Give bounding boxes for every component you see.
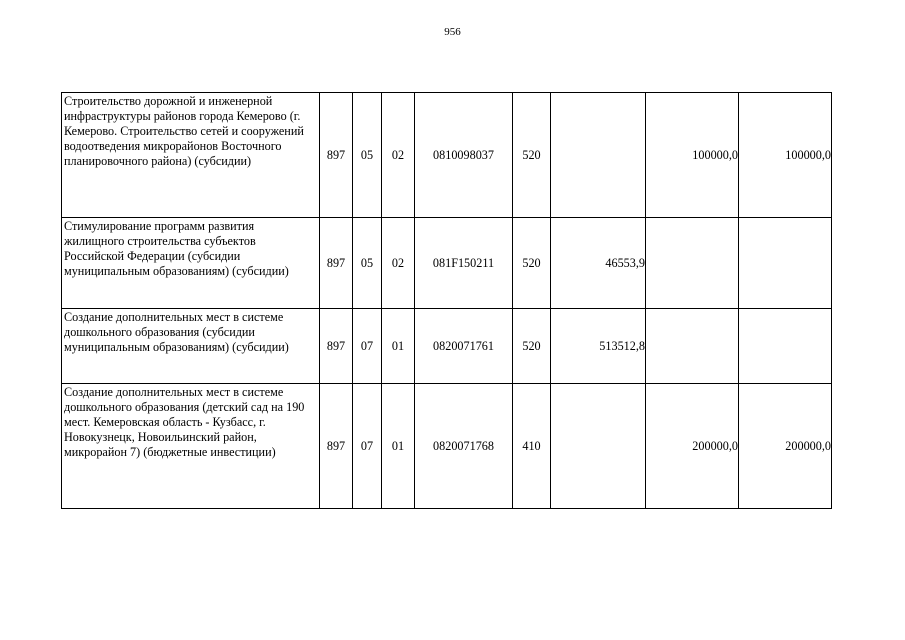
amount-year1 <box>551 384 646 509</box>
table-row <box>62 93 832 218</box>
expense-type-code: 520 <box>513 93 551 218</box>
row-name: Создание дополнительных мест в системе дошкольного образования (детский сад на 190 мест. Кемеровская область - Кузбасс, г. Новокузнецк, Новоильинский район, микрорайон 7) (бюджетные инвестиции) <box>62 384 320 509</box>
subsection-code: 01 <box>382 309 415 384</box>
section-code: 05 <box>353 218 382 309</box>
subsection-code: 01 <box>382 384 415 509</box>
table-row <box>62 218 832 309</box>
row-name: Стимулирование программ развития жилищного строительства субъектов Российской Федерации (субсидии муниципальным образованиям) (субсидии) <box>62 218 320 309</box>
ministry-code: 897 <box>320 93 353 218</box>
section-code: 05 <box>353 93 382 218</box>
expense-type-code: 520 <box>513 309 551 384</box>
ministry-code: 897 <box>320 309 353 384</box>
amount-year2: 200000,0 <box>646 384 739 509</box>
subsection-code: 02 <box>382 93 415 218</box>
expense-type-code: 410 <box>513 384 551 509</box>
section-code: 07 <box>353 384 382 509</box>
table-row <box>62 309 832 384</box>
target-article-code: 0810098037 <box>415 93 513 218</box>
target-article-code: 081F150211 <box>415 218 513 309</box>
row-name: Создание дополнительных мест в системе дошкольного образования (субсидии муниципальным образованиям) (субсидии) <box>62 309 320 384</box>
amount-year2 <box>646 309 739 384</box>
target-article-code: 0820071768 <box>415 384 513 509</box>
amount-year3: 200000,0 <box>739 384 832 509</box>
amount-year1: 46553,9 <box>551 218 646 309</box>
amount-year1 <box>551 93 646 218</box>
subsection-code: 02 <box>382 218 415 309</box>
table-row <box>62 384 832 509</box>
expense-type-code: 520 <box>513 218 551 309</box>
amount-year1: 513512,8 <box>551 309 646 384</box>
page-number: 956 <box>444 26 461 38</box>
row-name: Строительство дорожной и инженерной инфраструктуры районов города Кемерово (г. Кемерово. Строительство сетей и сооружений водоотведения микрорайонов Восточного планировочного района) (субсидии) <box>62 93 320 218</box>
amount-year3 <box>739 218 832 309</box>
ministry-code: 897 <box>320 218 353 309</box>
amount-year2 <box>646 218 739 309</box>
section-code: 07 <box>353 309 382 384</box>
amount-year2: 100000,0 <box>646 93 739 218</box>
ministry-code: 897 <box>320 384 353 509</box>
amount-year3: 100000,0 <box>739 93 832 218</box>
amount-year3 <box>739 309 832 384</box>
budget-table <box>61 92 832 509</box>
target-article-code: 0820071761 <box>415 309 513 384</box>
